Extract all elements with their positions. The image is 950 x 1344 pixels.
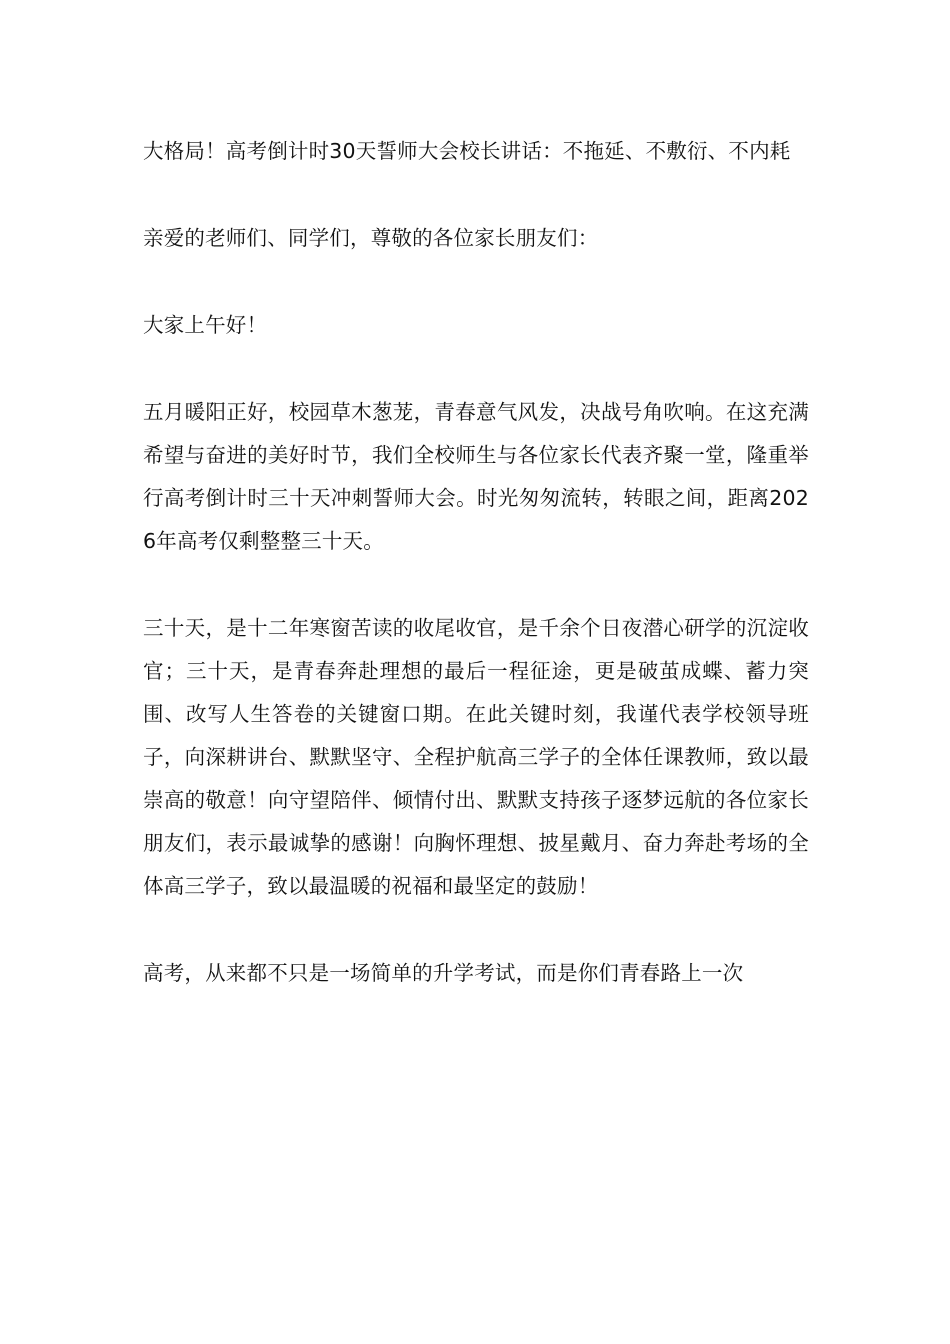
document-body bbox=[143, 130, 809, 1039]
paragraph-thirty-days: 三十天，是十二年寒窗苦读的收尾收官，是千余个日夜潜心研学的沉淀收官；三十天，是青春奔赴理想的最后一程征途，更是破茧成蝶、蓄力突围、改写人生答卷的关键窗口期。在此关键时刻，我谨代表学校领导班子，向深耕讲台、默默坚守、全程护航高三学子的全体任课教师，致以最崇高的敬意！向守望陪伴、倾情付出、默默支持孩子逐梦远航的各位家长朋友们，表示最诚挚的感谢！向胸怀理想、披星戴月、奋力奔赴考场的全体高三学子，致以最温暖的祝福和最坚定的鼓励！ bbox=[143, 616, 809, 898]
document-title: 大格局！高考倒计时30天誓师大会校长讲话：不拖延、不敷衍、不内耗 bbox=[143, 139, 791, 163]
paragraph-gaokao: 高考，从来都不只是一场简单的升学考试，而是你们青春路上一次 bbox=[143, 961, 744, 985]
paragraph-greeting: 亲爱的老师们、同学们，尊敬的各位家长朋友们： bbox=[143, 226, 599, 250]
paragraph-good-morning: 大家上午好！ bbox=[143, 313, 268, 337]
paragraph-opening: 五月暖阳正好，校园草木葱茏，青春意气风发，决战号角吹响。在这充满希望与奋进的美好时节，我们全校师生与各位家长代表齐聚一堂，隆重举行高考倒计时三十天冲刺誓师大会。时光匆匆流转，转眼之间，距离2026年高考仅剩整整三十天。 bbox=[143, 400, 809, 553]
